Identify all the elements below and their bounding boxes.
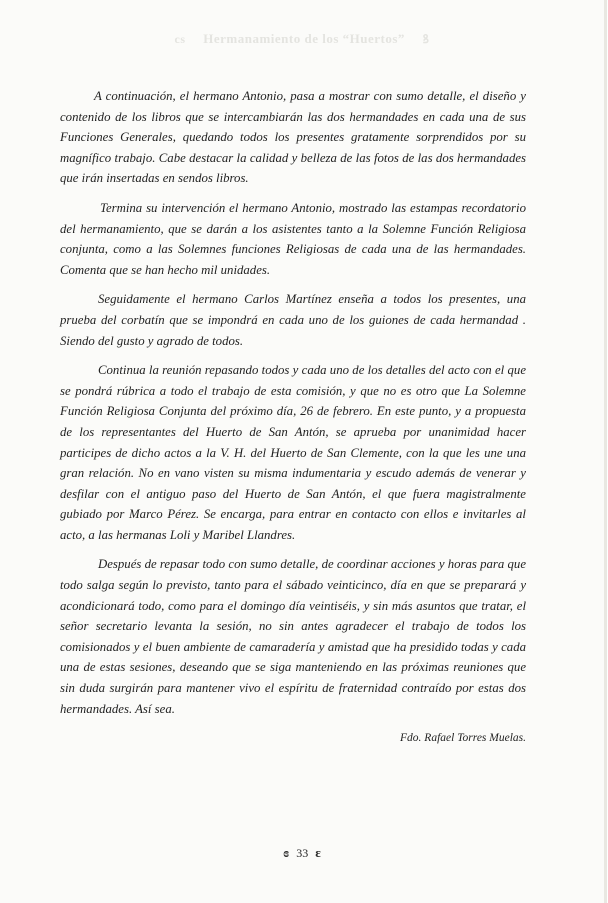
header-title: Hermanamiento de los “Huertos” [203, 31, 405, 46]
paragraph-1: A continuación, el hermano Antonio, pasa a mostrar con sumo detalle, el diseño y contenido de los libros que se intercambiarán las dos hermandades en cada una de sus Funciones Generales, quedando todos los presentes gratamente sorprendidos por su magnífico trabajo. Cabe destacar la calidad y belleza de las fotos de las dos hermandades que irán insertadas en sendos libros. [60, 89, 526, 186]
paragraph-3: Seguidamente el hermano Carlos Martínez enseña a todos los presentes, una prueba del corbatín que se impondrá en cada uno de los guiones de cada hermandad . Siendo del gusto y agrado de todos. [60, 292, 526, 348]
header-left-ornament: cs [174, 32, 186, 46]
header-right-ornament: ꝸ [422, 32, 430, 46]
paragraph-4: Continua la reunión repasando todos y cada uno de los detalles del acto con el que se pondrá rúbrica a todo el trabajo de esta comisión, y que no es otro que La Solemne Función Religiosa Conjunta del próximo día, 26 de febrero. En este punto, y a propuesta de los representantes del Huerto de San Antón, se aprueba por unanimidad hacer participes de dicho actos a la V. H. del Huerto de San Clemente, con la que les une una gran relación. No en vano visten su misma indumentaria y escudo además de venerar y desfilar con el antiguo paso del Huerto de San Antón, el que fuera magistralmente gubiado por Marco Pérez. Se encarga, para entrar en contacto con ellos e invitarles al acto, a las hermanas Loli y Maribel Llandres. [60, 363, 526, 542]
paragraph-5: Después de repasar todo con sumo detalle, de coordinar acciones y horas para que todo salga según lo previsto, tanto para el sábado veinticinco, día en que se preparará y acondicionará todo, como para el domingo día veintiséis, y sin más asuntos que tratar, el señor secretario levanta la sesión, no sin antes agradecer el trabajo de todos los comisionados y el buen ambiente de camaradería y amistad que ha presidido todas y cada una de estas sesiones, deseando que se siga manteniendo en las próximas reuniones que sin duda surgirán para mantener vivo el espíritu de fraternidad contraído por estas dos hermandades. Así sea. [60, 557, 526, 716]
running-header [0, 30, 604, 47]
footer-left-ornament: ɞ [283, 845, 290, 860]
page-number: 33 [296, 846, 309, 860]
document-body [60, 86, 526, 758]
paragraph-2: Termina su intervención el hermano Antonio, mostrado las estampas recordatorio del hermanamiento, que se darán a los asistentes tanto a la Solemne Función Religiosa conjunta, como a las Solemnes funciones Religiosas de cada una de las hermandades. Comenta que se han hecho mil unidades. [60, 200, 526, 277]
page-footer [0, 845, 604, 861]
footer-right-ornament: ɛ [315, 845, 321, 860]
signature: Fdo. Rafael Torres Muelas. [400, 732, 526, 745]
